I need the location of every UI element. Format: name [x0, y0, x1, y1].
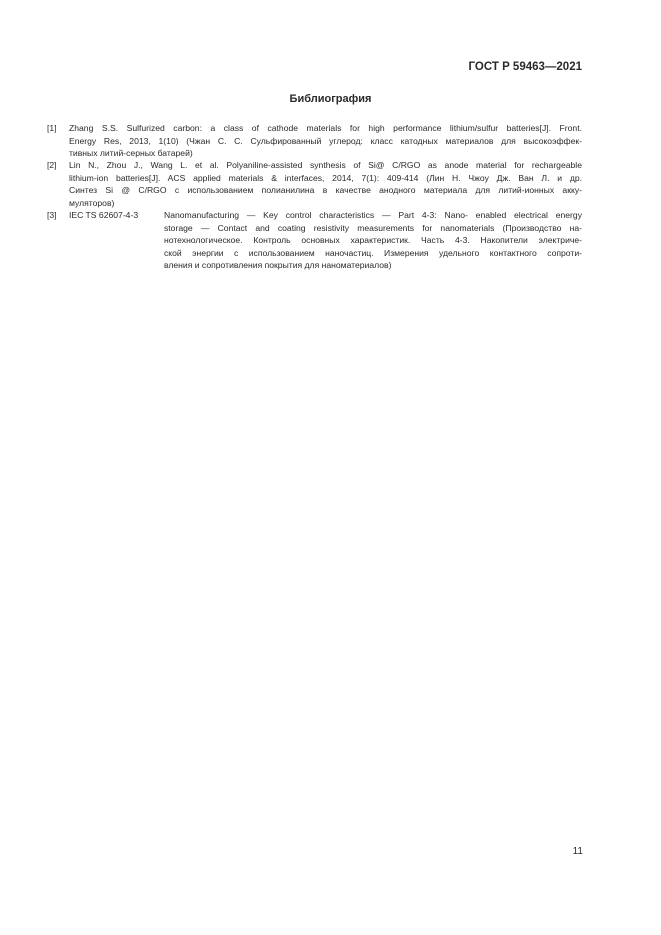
- entry-line: Синтез Si @ C/RGO с использованием полианилина в качестве анодного материала для литий-ионных акку-: [69, 185, 582, 196]
- entry-number: [2]: [47, 160, 57, 170]
- entry-number: [3]: [47, 210, 57, 220]
- entry-line: Lin N., Zhou J., Wang L. et al. Polyaniline-assisted synthesis of Si@ C/RGO as anode material for rechargeable: [69, 160, 582, 170]
- entry-line: тивных литий-серных батарей): [69, 148, 193, 159]
- entry-line: ской энергии с использованием наночастиц. Измерения удельного контактного сопроти-: [164, 247, 582, 258]
- entry-text: [69, 159, 582, 209]
- page-number: 11: [572, 846, 583, 857]
- entry-number: [1]: [47, 123, 57, 133]
- entry-line: муляторов): [69, 197, 115, 208]
- entry-line: Nanomanufacturing — Key control characteristics — Part 4-3: Nano- enabled electrical energy: [164, 210, 582, 220]
- entry-line: нотехнологическое. Контроль основных характеристик. Часть 4-3. Накопители электриче-: [164, 235, 582, 246]
- entry-line: Energy Res, 2013, 1(10) (Чжан С. С. Сульфированный углерод: класс катодных материалов для высокоэффек-: [69, 135, 582, 146]
- entry-text: [164, 209, 582, 272]
- entry-line: вления и сопротивления покрытия для наноматериалов): [164, 260, 392, 271]
- page-title: Библиография: [289, 93, 372, 105]
- standard-code: ГОСТ Р 59463—2021: [468, 61, 582, 73]
- entry-line: lithium-ion batteries[J]. ACS applied materials & interfaces, 2014, 7(1): 409-414 (Лин Н. Чжоу Дж. Ван Л. и др.: [69, 172, 582, 183]
- entry-line: storage — Contact and coating resistivity measurements for nanomaterials (Производство на-: [164, 222, 582, 233]
- bibliography-entry: [47, 122, 582, 160]
- bibliography-entry: [47, 209, 582, 272]
- entry-standard-code: IEC TS 62607-4-3: [69, 210, 139, 220]
- entry-line: Zhang S.S. Sulfurized carbon: a class of cathode materials for high performance lithium/sulfur batteries[J]. Front.: [69, 123, 582, 133]
- bibliography-entry: [47, 159, 582, 209]
- entry-text: [69, 122, 582, 160]
